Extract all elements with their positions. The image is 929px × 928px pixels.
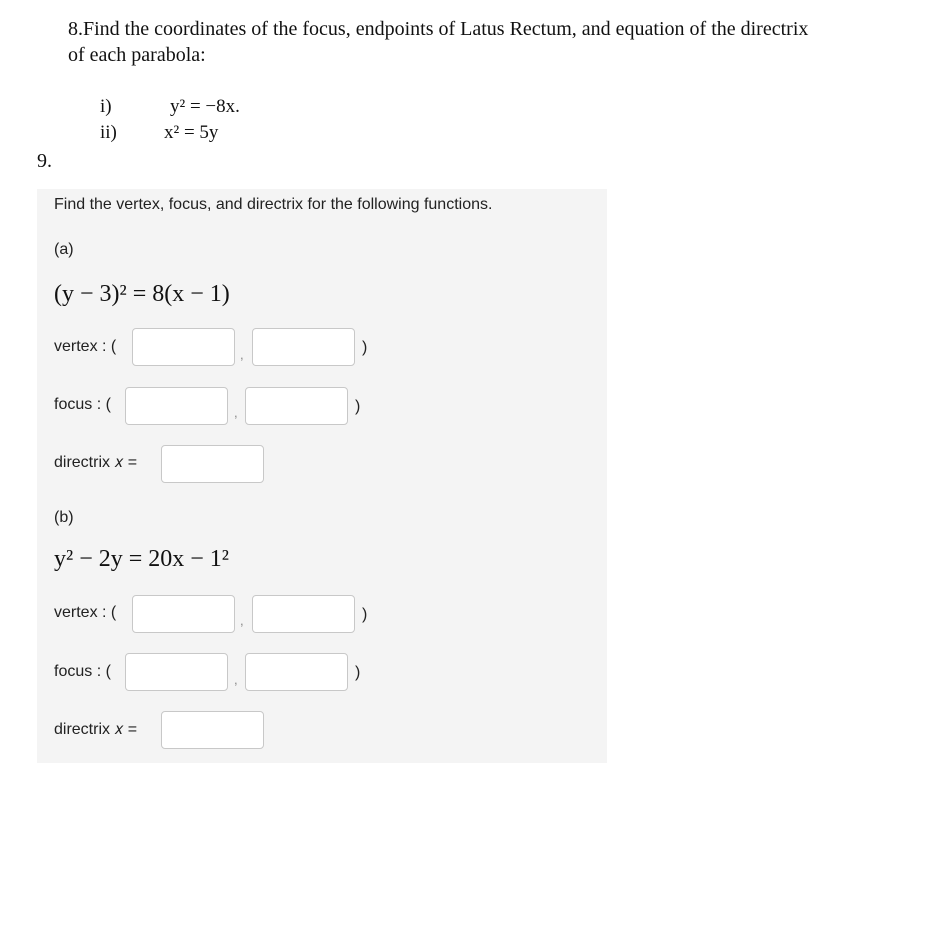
part-a-vertex-x-input[interactable] (132, 328, 235, 366)
part-b-vertex-label: vertex : ( (54, 604, 117, 621)
question-9-panel (37, 189, 607, 763)
part-a-directrix-input[interactable] (161, 445, 264, 483)
separator: , (240, 613, 244, 628)
part-b-vertex-y-input[interactable] (252, 595, 355, 633)
question-8-line-2: of each parabola: (68, 44, 206, 66)
part-b-equation: y² − 2y = 20x − 1² (54, 546, 229, 572)
close-paren: ) (355, 664, 361, 681)
item-equation: y² = −8x. (170, 96, 240, 117)
close-paren: ) (362, 339, 368, 356)
part-a-label: (a) (54, 241, 74, 258)
part-b-focus-x-input[interactable] (125, 653, 228, 691)
item-equation: x² = 5y (164, 122, 219, 143)
part-a-focus-y-input[interactable] (245, 387, 348, 425)
part-a-vertex-y-input[interactable] (252, 328, 355, 366)
part-b-vertex-x-input[interactable] (132, 595, 235, 633)
item-label: ii) (100, 122, 117, 143)
part-b-label: (b) (54, 509, 74, 526)
part-a-focus-label: focus : ( (54, 396, 111, 413)
part-a-focus-x-input[interactable] (125, 387, 228, 425)
separator: , (240, 347, 244, 362)
item-label: i) (100, 96, 112, 117)
close-paren: ) (355, 398, 361, 415)
part-b-focus-y-input[interactable] (245, 653, 348, 691)
close-paren: ) (362, 606, 368, 623)
part-a-directrix-label: directrix 𝑥 = (54, 454, 138, 471)
question-9-intro: Find the vertex, focus, and directrix for the following functions. (54, 196, 493, 213)
question-9-number: 9. (37, 150, 52, 172)
part-b-directrix-input[interactable] (161, 711, 264, 749)
separator: , (234, 672, 238, 687)
part-a-vertex-label: vertex : ( (54, 338, 117, 355)
separator: , (234, 405, 238, 420)
question-8-text (68, 16, 888, 68)
question-8-line-1: 8.Find the coordinates of the focus, endpoints of Latus Rectum, and equation of the directrix (68, 18, 809, 40)
part-b-focus-label: focus : ( (54, 663, 111, 680)
part-a-equation: (y − 3)² = 8(x − 1) (54, 281, 230, 307)
part-b-directrix-label: directrix 𝑥 = (54, 721, 138, 738)
